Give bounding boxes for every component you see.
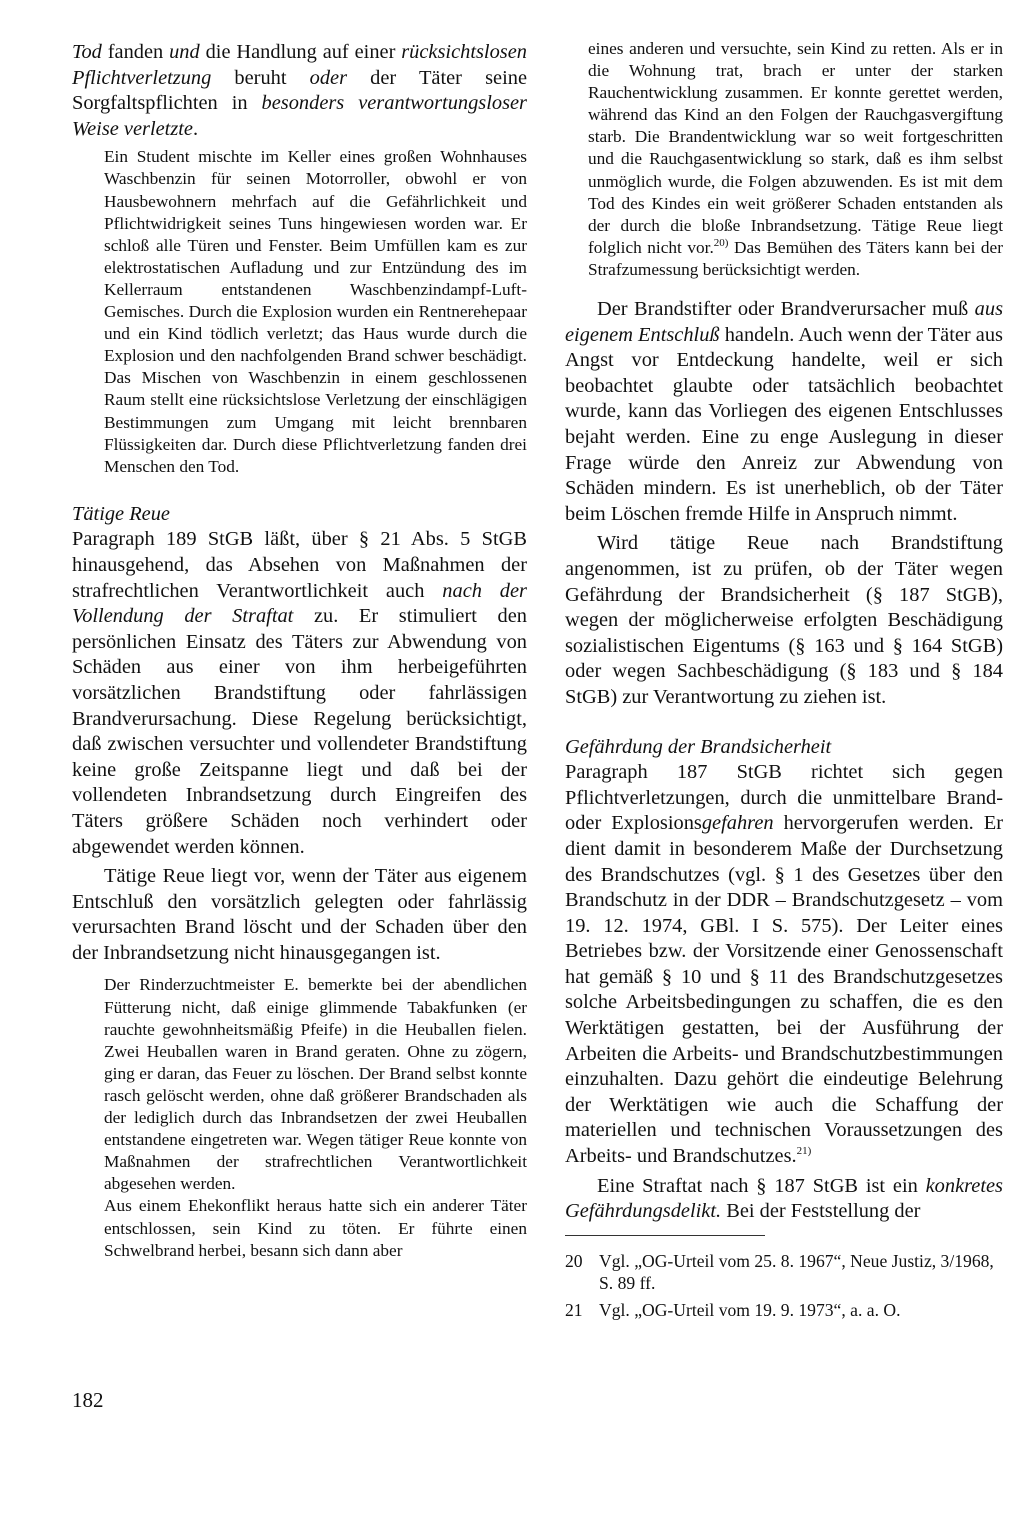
right-paragraph-3-b: hervorgerufen werden. Er dient damit in besonderem Maße der Durchsetzung des Brandschutzes (vgl. § 1 des Gesetzes über den Brandschutz in der DDR – Brandschutzgesetz – vom 19. 12. 1974, GBl. I S. 575). Der Leiter eines Betriebes bzw. der Vorsitzende einer Genossenschaft hat gemäß § 10 und § 11 des Brandschutzgesetzes solche Arbeitsbedingungen zu schaffen, die es den Werktätigen gestatten, bei der Ausführung der Arbeiten die Arbeits- und Brandschutzbestimmungen einzuhalten. Dazu gehört die eindeutige Belehrung der Werktätigen wie auch die Schaffung der materiellen und technischen Voraussetzungen des Arbeits- und Brandschutzes. [565,812,1004,1168]
footnote-number: 20 [565,1250,583,1271]
right-example-1-end: Das Bemühen des Täters kann bei der Strafzumessung berücksichtigt werden. [588,237,1003,279]
right-paragraph-4 [565,1174,1003,1225]
footnote-number: 21 [565,1299,583,1320]
right-paragraph-1-italic: aus eigenem Entschluß [565,298,1003,346]
right-paragraph-3 [565,760,1003,1170]
footnote-21 [565,1299,1003,1322]
right-paragraph-4-b: Bei der Feststellung der [721,1200,921,1223]
right-paragraph-4-italic: konkretes Gefährdungsdelikt. [565,1174,1003,1223]
right-paragraph-1 [565,297,1003,527]
left-example-1: Ein Student mischte im Keller eines großen Wohnhauses Waschbenzin für seinen Motorroller, obwohl er von Hausbewohnern mehrfach auf die Gefährlichkeit und Pflichtwidrigkeit seines Tuns hingewiesen worden war. Er schloß alle Türen und Fenster. Beim Umfüllen kam es zur elektrostatischen Aufladung und zur Entzündung des im Kellerraum entstandenen Waschbenzindampf-Luft-Gemisches. Durch die Explosion wurden ein Rentnerehepaar und ein Kind tödlich verletzt; das Haus wurde durch die Explosion und den nachfolgenden Brand schwer beschädigt. Das Mischen von Waschbenzin in einem geschlossenen Raum stellt eine rücksichtslose Verletzung der einschlägigen Bestimmungen zum Umgang mit leicht brennbaren Flüssigkeiten dar. Durch diese Pflichtverletzung fanden drei Menschen den Tod. [104,147,527,476]
left-paragraph-3: Tätige Reue liegt vor, wenn der Täter aus eigenem Entschluß den vorsätzlich gelegten oder fahrlässig verursachten Brand löscht und der Schaden über den der Inbrandsetzung nicht hinausgegangen ist. [72,865,527,964]
left-paragraph-1: Tod fanden und die Handlung auf einer rücksichtslosen Pflichtverletzung beruht oder der Täter seine Sorgfaltspflichten in besonders verantwortungsloser Weise verletzte. [72,41,527,140]
left-example-3: Aus einem Ehekonflikt heraus hatte sich ein anderer Täter entschlossen, sein Kind zu töten. Er führte einen Schwelbrand herbei, besann sich dann aber [104,1196,527,1260]
right-paragraph-4-a: Eine Straftat nach § 187 StGB ist ein [597,1174,926,1197]
right-paragraph-3-italic: gefahren [701,812,774,835]
right-paragraph-1-b: handeln. Auch wenn der Täter aus Angst vor Entdeckung handelte, weil er sich beobachtet glaubte oder tatsächlich beobachtet wurde, kann das Vorliegen des eigenen Entschlusses bejaht werden. Eine zu enge Auslegung in dieser Frage würde den Anreiz zur Abwendung von Schäden mindern. Es ist unerheblich, ob der Täter beim Löschen fremde Hilfe in Anspruch nimmt. [565,323,1003,525]
right-example-1-text: eines anderen und versuchte, sein Kind zu retten. Als er in die Wohnung trat, brach er unter der starken Rauchentwicklung zusammen. Er konnte gerettet werden, während das Kind an den Folgen der Rauchgasvergiftung starb. Die Brandentwicklung war so weit fortgeschritten und die Rauchgasentwicklung so stark, daß es ihm selbst unmöglich wurde, die Folgen abzuwenden. Es ist mit dem Tod des Kindes ein weit größerer Schaden entstanden als der durch die bloße Inbrandsetzung. Tätige Reue liegt folglich nicht vor. [588,39,1003,257]
section-heading-gefaehrdung: Gefährdung der Brandsicherheit [565,735,832,758]
right-example-1 [565,38,1003,281]
left-column [72,40,527,1262]
footnote-rule [565,1235,765,1236]
right-paragraph-3-a: Paragraph 187 StGB richtet sich gegen Pflichtverletzungen, durch die unmittelbare Brand- oder Explosions [565,761,1003,835]
right-paragraph-2: Wird tätige Reue nach Brandstiftung angenommen, ist zu prüfen, ob der Täter wegen Gefährdung der Brandsicherheit (§ 187 StGB), wegen der möglicherweise erfolgten Beschädigung sozialistischen Eigentums (§ 163 und § 164 StGB) oder wegen Sachbeschädigung (§ 183 und § 184 StGB) zur Verantwortung zu ziehen ist. [565,532,1003,708]
footnote-20 [565,1250,1003,1295]
right-column [565,38,1003,1321]
right-paragraph-1-a: Der Brandstifter oder Brandverursacher muß [597,298,975,321]
footnote-ref-21: 21) [796,1145,812,1158]
page-number: 182 [72,1388,104,1412]
left-paragraph-2: Paragraph 189 StGB läßt, über § 21 Abs. 5 StGB hinausgehend, das Absehen von Maßnahmen der strafrechtlichen Verantwortlichkeit auch nach der Vollendung der Straftat zu. Er stimuliert den persönlichen Einsatz des Täters zur Abwendung von Schäden aus einer von ihm herbeigeführten vorsätzlichen Brandstiftung oder fahrlässigen Brandverursachung. Diese Regelung berücksichtigt, daß zwischen versuchter und vollendeter Brandstiftung keine große Zeitspanne liegt und daß bei der vollendeten Inbrandsetzung durch Eingreifen des Täters größere Schäden noch verhindert oder abgewendet werden können. [72,528,527,858]
footnote-text: Vgl. „OG-Urteil vom 25. 8. 1967“, Neue Justiz, 3/1968, S. 89 ff. [599,1250,994,1294]
section-heading-taetige-reue: Tätige Reue [72,502,170,525]
footnote-text: Vgl. „OG-Urteil vom 19. 9. 1973“, a. a. O. [599,1299,901,1320]
footnotes [565,1250,1003,1322]
left-example-2: Der Rinderzuchtmeister E. bemerkte bei der abendlichen Fütterung nicht, daß einige glimmende Tabakfunken (er rauchte gewohnheitsmäßig Pfeife) in die Heuballen fielen. Zwei Heuballen waren in Brand geraten. Ohne zu zögern, ging er daran, das Feuer zu löschen. Der Brand selbst konnte rasch gelöscht werden, ohne daß größerer Brandschaden als der lediglich durch das Inbrandsetzen der zwei Heuballen entstandene eingetreten war. Wegen tätiger Reue konnte von Maßnahmen der strafrechtlichen Verantwortlichkeit abgesehen werden. [104,975,527,1194]
footnote-ref-20: 20) [713,237,729,250]
